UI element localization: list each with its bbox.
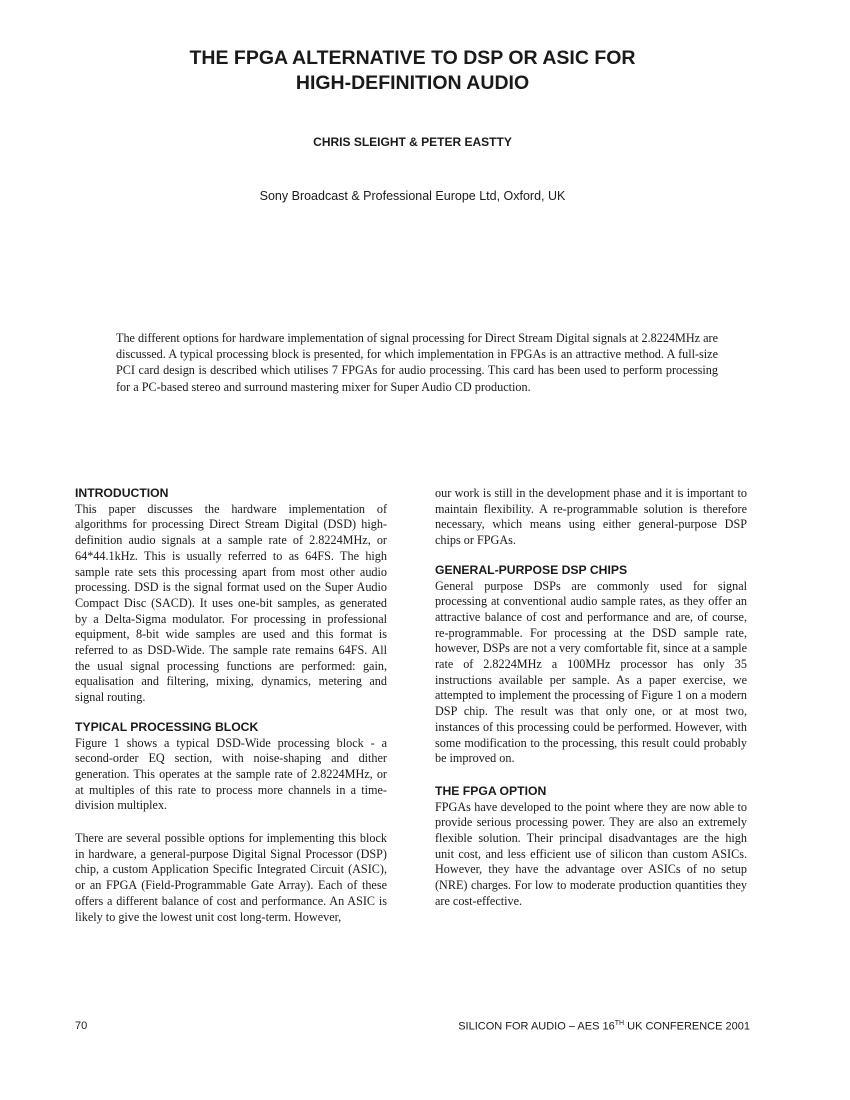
- affiliation: Sony Broadcast & Professional Europe Ltd, Oxford, UK: [259, 189, 566, 203]
- introduction-body: This paper discusses the hardware implementation of algorithms for processing Direct Stream Digital (DSD) high-definition audio signals at a sample rate of 2.8224MHz, or 64*44.1kHz. This is usually referred to as 64FS. The high sample rate sets this processing apart from most other audio processing. DSD is the signal format used on the Super Audio Compact Disc (SACD). It uses one-bit samples, as generated by a Delta-Sigma modulator. For processing in professional equipment, 8-bit wide samples are used and this format is referred to as DSD-Wide. The sample rate remains 64FS. All the usual signal processing functions are performed: gain, equalisation and filtering, mixing, dynamics, metering and signal routing.: [75, 501, 387, 705]
- dsp-chips-body: General purpose DSPs are commonly used for signal processing at conventional audio sample rates, as they offer an attractive balance of cost and performance and are, of course, re-programmable. For processing at the DSD sample rate, however, DSPs are not a very comfortable fit, since at a sample rate of 2.8224MHz a 100MHz processor has only 35 instructions available per sample. As a paper exercise, we attempted to implement the processing of Figure 1 on a modern DSP chip. The result was that only one, or at most two, instances of this processing could be performed. However, with some modification to the processing, this result could probably be improved on.: [435, 578, 747, 766]
- conference-prefix: SILICON FOR AUDIO – AES 16: [458, 1020, 615, 1033]
- paper-title-line-1: THE FPGA ALTERNATIVE TO DSP OR ASIC FOR: [189, 47, 636, 69]
- paper-title: [0, 46, 825, 96]
- dsp-chips-heading: GENERAL-PURPOSE DSP CHIPS: [435, 562, 628, 577]
- conference-superscript: TH: [614, 1020, 625, 1027]
- right-column: [435, 486, 747, 910]
- conference-suffix: UK CONFERENCE 2001: [624, 1020, 750, 1033]
- typical-processing-body-1: Figure 1 shows a typical DSD-Wide processing block - a second-order EQ section, with noise-shaping and dither generation. This operates at the sample rate of 2.8224MHz, or at multiples of this rate to process more channels in a time-division multiplex.: [75, 735, 387, 813]
- fpga-option-body: FPGAs have developed to the point where they are now able to provide serious processing power. They are also an extremely flexible solution. Their principal disadvantages are the high unit cost, and less efficient use of silicon than custom ASICs. However, they have the advantage over ASICs of no setup (NRE) charges. For low to moderate production quantities they are cost-effective.: [435, 799, 747, 908]
- introduction-heading: INTRODUCTION: [75, 486, 169, 500]
- typical-processing-continuation: our work is still in the development phase and it is important to maintain flexibility. A re-programmable solution is therefore necessary, which means using either general-purpose DSP chips or FPGAs.: [435, 486, 747, 548]
- paper-title-line-2: HIGH-DEFINITION AUDIO: [295, 72, 530, 94]
- page-number: 70: [75, 1020, 88, 1032]
- typical-processing-heading: TYPICAL PROCESSING BLOCK: [75, 719, 259, 734]
- authors: CHRIS SLEIGHT & PETER EASTTY: [313, 135, 512, 149]
- fpga-option-heading: THE FPGA OPTION: [435, 783, 547, 798]
- conference-footer: [458, 1020, 750, 1033]
- abstract: The different options for hardware implementation of signal processing for Direct Stream Digital signals at 2.8224MHz are discussed. A typical processing block is presented, for which implementation in FPGAs is an attractive method. A full-size PCI card design is described which utilises 7 FPGAs for audio processing. This card has been used to perform processing for a PC-based stereo and surround mastering mixer for Super Audio CD production.: [116, 331, 718, 394]
- typical-processing-body-2: There are several possible options for implementing this block in hardware, a general-purpose Digital Signal Processor (DSP) chip, a custom Application Specific Integrated Circuit (ASIC), or an FPGA (Field-Programmable Gate Array). Each of these offers a different balance of cost and performance. An ASIC is likely to give the lowest unit cost long-term. However,: [75, 831, 387, 924]
- left-column: [75, 486, 387, 925]
